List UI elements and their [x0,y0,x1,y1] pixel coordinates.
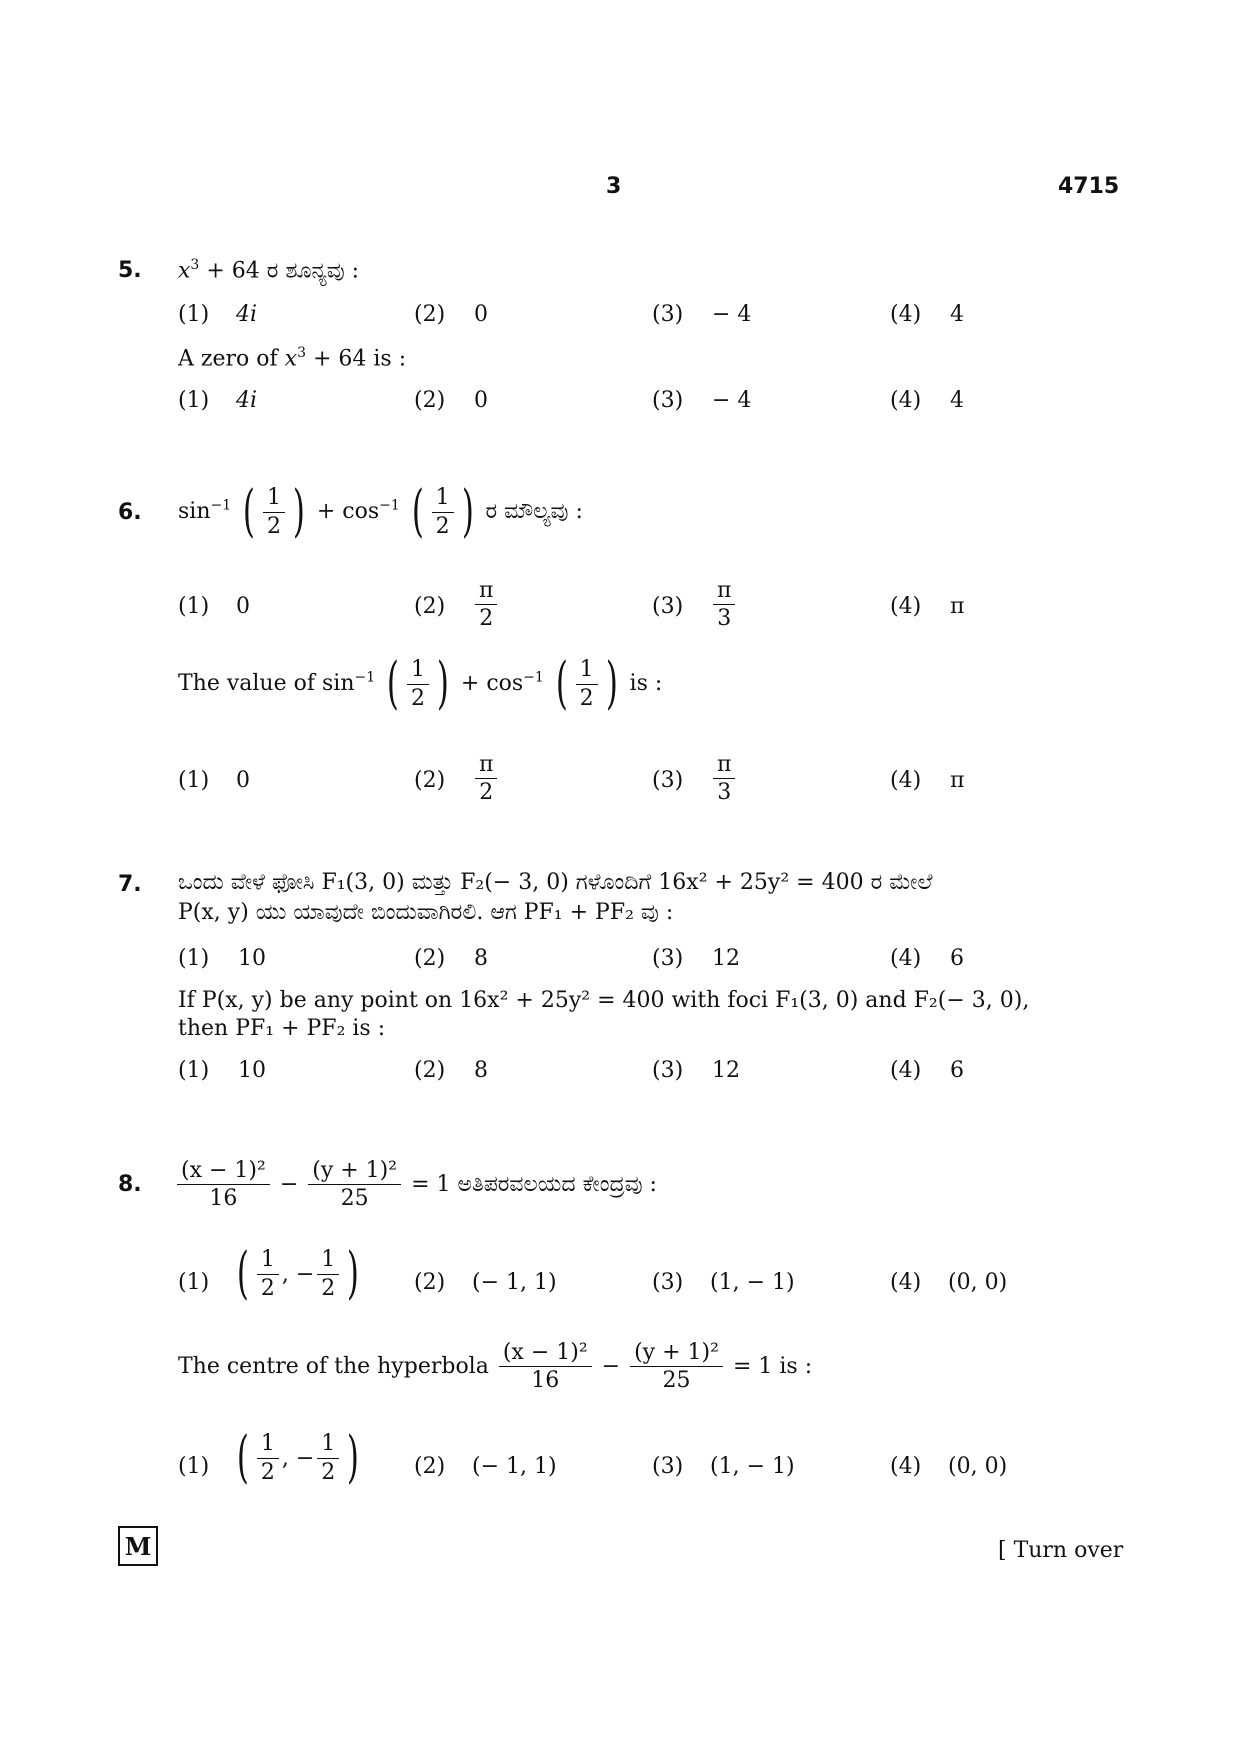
question-7-english-line-2: then PF₁ + PF₂ is : [178,1016,386,1041]
option-label: (1) [178,1454,210,1479]
option-value: $\frac{\pi}{2}$ [472,578,500,632]
option-value: $\frac{\pi}{3}$ [710,578,738,632]
question-6-kannada: $\sin^{-1}$ ( $\frac{1}{2}$ ) + $\cos^{-1}$ ( $\frac{1}{2}$ ) ರ ಮೌಲ್ಯವು : [178,479,583,544]
option-label: (4) [890,1270,922,1295]
option-label: (1) [178,594,210,619]
option-label: (3) [652,388,684,413]
option-label: (2) [414,302,446,327]
option-value: 6 [950,1058,964,1083]
option-label: (1) [178,946,210,971]
option-value: ( $\frac{1}{2}$ , − $\frac{1}{2}$ ) [236,1425,360,1490]
option-value: 10 [238,946,266,971]
page-number: 3 [606,174,622,199]
option-label: (1) [178,302,210,327]
option-label: (1) [178,388,210,413]
option-value: $\frac{\pi}{3}$ [710,752,738,806]
option-label: (2) [414,768,446,793]
option-label: (3) [652,1454,684,1479]
option-label: (1) [178,1270,210,1295]
option-value: − 4 [712,302,752,327]
option-label: (1) [178,768,210,793]
option-label: (4) [890,302,922,327]
option-value: 0 [236,768,250,793]
option-label: (4) [890,1058,922,1083]
option-value: 12 [712,946,740,971]
question-7-kannada-line-2: P(x, y) ಯು ಯಾವುದೇ ಬಿಂದುವಾಗಿರಲಿ. ಆಗ PF₁ + PF₂ ವು : [178,900,674,925]
option-label: (2) [414,1058,446,1083]
option-label: (1) [178,1058,210,1083]
option-value: 0 [474,388,488,413]
question-8-kannada: $\frac{\text{(x − 1)²}}{16}$ − $\frac{\text{(y + 1)²}}{25}$ = 1 ಅತಿಪರವಲಯದ ಕೇಂದ್ರವು : [174,1158,657,1212]
option-value: 0 [474,302,488,327]
option-label: (2) [414,946,446,971]
option-label: (4) [890,768,922,793]
paper-code: 4715 [1058,174,1120,199]
option-label: (3) [652,768,684,793]
option-label: (3) [652,1058,684,1083]
option-value: 4i [236,302,258,327]
question-8-number: 8. [118,1172,142,1197]
question-5-number: 5. [118,258,142,283]
option-value: − 4 [712,388,752,413]
option-label: (3) [652,594,684,619]
question-6-english: The value of $\sin^{-1}$ ( $\frac{1}{2}$ ) + $\cos^{-1}$ ( $\frac{1}{2}$ ) is : [178,651,663,716]
option-value: 12 [712,1058,740,1083]
option-value: (1, − 1) [710,1454,795,1479]
option-value: 4 [950,388,964,413]
option-label: (4) [890,594,922,619]
option-value: $\frac{\pi}{2}$ [472,752,500,806]
option-value: ( $\frac{1}{2}$ , − $\frac{1}{2}$ ) [236,1241,360,1306]
option-label: (2) [414,1454,446,1479]
option-value: (− 1, 1) [472,1270,557,1295]
question-5-kannada: $x^3 + 64$ ರ ಶೂನ್ಯವು : [178,257,360,284]
option-label: (4) [890,946,922,971]
option-value: π [950,768,965,793]
option-label: (3) [652,302,684,327]
option-value: (1, − 1) [710,1270,795,1295]
option-value: 10 [238,1058,266,1083]
medium-marker-box: M [118,1526,158,1566]
question-7-english-line-1: If P(x, y) be any point on 16x² + 25y² = 400 with foci F₁(3, 0) and F₂(− 3, 0), [178,988,1030,1013]
option-label: (3) [652,946,684,971]
option-label: (2) [414,1270,446,1295]
question-5-english: A zero of $x^3 + 64$ is : [178,345,407,372]
option-value: 8 [474,946,488,971]
turn-over-note: [ Turn over [998,1538,1124,1563]
option-label: (2) [414,594,446,619]
option-value: (0, 0) [948,1270,1008,1295]
option-value: 0 [236,594,250,619]
option-value: π [950,594,965,619]
option-value: 4 [950,302,964,327]
option-label: (4) [890,388,922,413]
option-value: 4i [236,388,258,413]
question-7-number: 7. [118,872,142,897]
option-value: (0, 0) [948,1454,1008,1479]
question-8-english: The centre of the hyperbola $\frac{\text{(x − 1)²}}{16}$ − $\frac{\text{(y + 1)²}}{25}$ = 1 is : [178,1340,813,1394]
question-6-number: 6. [118,500,142,525]
option-label: (2) [414,388,446,413]
option-value: 8 [474,1058,488,1083]
question-7-kannada-line-1: ಒಂದು ವೇಳೆ ಫೋಸಿ F₁(3, 0) ಮತ್ತು F₂(− 3, 0) ಗಳೊಂದಿಗೆ 16x² + 25y² = 400 ರ ಮೇಲೆ [178,870,933,895]
option-label: (4) [890,1454,922,1479]
option-value: (− 1, 1) [472,1454,557,1479]
option-value: 6 [950,946,964,971]
option-label: (3) [652,1270,684,1295]
